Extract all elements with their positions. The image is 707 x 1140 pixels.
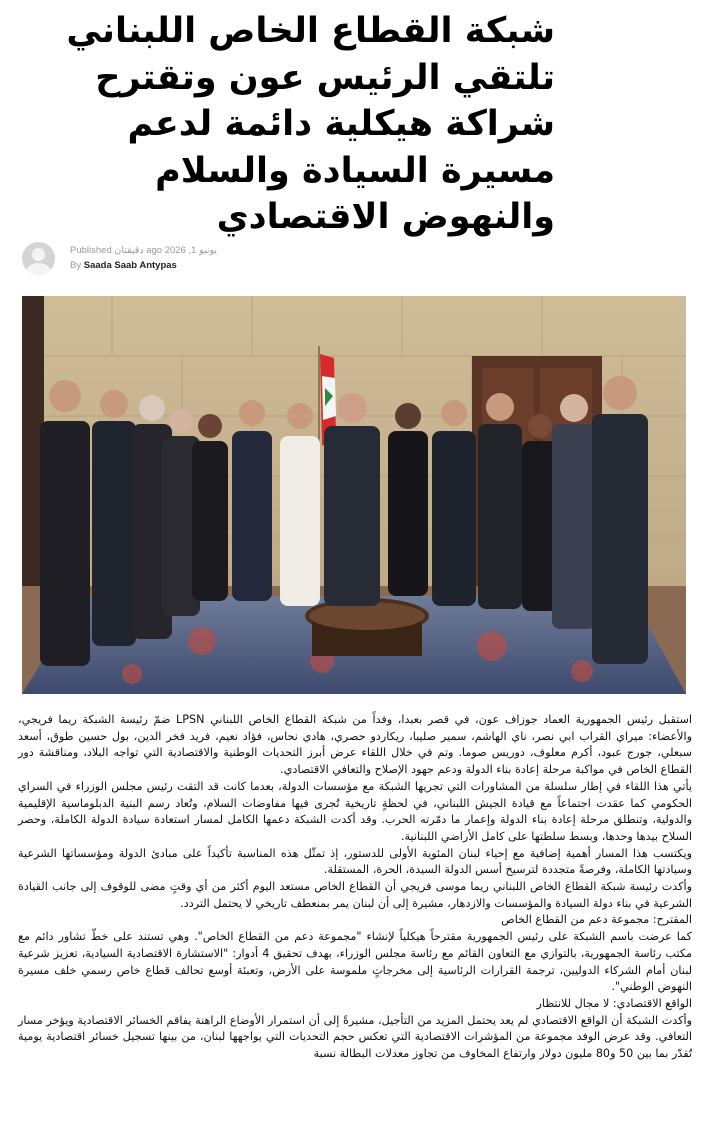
avatar-head-shape [32,248,45,261]
article-paragraph: وأكدت رئيسة شبكة القطاع الخاص اللبناني ريما موسى فريجي أن القطاع الخاص مستعد اليوم أكثر من أي وقتٍ مضى للوقوف إلى جانب القيادة الشرعية في بناء دولة السيادة والمؤسسات والازدهار، مشيرة إلى أن لبنان يمر بمنعطف تاريخي لا يحتمل التردد. [18,880,692,910]
published-label: Published [70,245,112,256]
article-paragraph: وأكدت الشبكة أن الواقع الاقتصادي لم يعد يحتمل المزيد من التأجيل، مشيرةً إلى أن استمرار الأوضاع الراهنة يفاقم الخسائر الاقتصادية ويؤخر مسار التعافي. وقد عرض الوفد مجموعة من المؤشرات الاقتصادية التي تعكس حجم التحديات التي يواجهها لبنان، من بينها تسجيل خسائر اقتصادية يومية تُقدّر بما بين 50 و80 مليون دولار وارتفاع المخاوف من تجاوز معدلات البطالة نسبة [18,1013,692,1061]
article-paragraph: يأتي هذا اللقاء في إطار سلسلة من المشاورات التي تجريها الشبكة مع مؤسسات الدولة، بعدما كانت قد التقت رئيس مجلس الوزراء في السراي الحكومي كما عقدت اجتماعاً مع قيادة الجيش اللبناني، في لحظةٍ تاريخية تُجرى فيها مفاوضات السلام، وتُعاد رسم البنية الدبلوماسية الإقليمية والدولية، وتنطلق مرحلة إعادة بناء الدولة وإعمار ما دمّرته الحرب. وقد أكدت الشبكة دعمها الكامل لمسار استعادة سيادة الدولة الكاملة، وحصر السلاح بيدها وحدها، وبسط سلطتها على كامل الأراضي اللبنانية. [18,779,692,843]
publish-date: يونيو 1, 2026 [164,245,218,256]
article-meta [22,242,422,278]
article-photo [22,296,686,694]
article-paragraph: استقبل رئيس الجمهورية العماد جوزاف عون، في قصر بعبدا، وفداً من شبكة القطاع الخاص اللبناني LPSN ضمّ رئيسة الشبكة ريما فريجي، والأعضاء: ميراي القراب ابي نصر، ناي الهاشم، سمير صليبا، ريكاردو حصري، هادي نحاس، فؤاد نعيم، فريد فخر الدين، بول حسين طوق، أسعد سبعلي، جورج عبود، أكرم معلوف، دوريس صوما. وتم في خلال اللقاء عرض أبرز التحديات الوطنية والاقتصادية التي تواجه البلاد، ومناقشة دور القطاع الخاص في مواكبة مرحلة إعادة بناء الدولة ودعم جهود الإصلاح والتعافي الاقتصادي. [18,713,692,777]
by-label: By [70,260,82,271]
author-avatar[interactable] [22,242,55,275]
article-paragraph: كما عرضت باسم الشبكة على رئيس الجمهورية مقترحاً هيكلياً لإنشاء "مجموعة دعم من القطاع الخاص". وهي تستند على خطّ تشاور دائم مع مكتب رئاسة الجمهورية، بالتوازي مع التعاون القائم مع رئاسة مجلس الوزراء، بهدف تحقيق 4 أدوار: "الاستشارة الاقتصادية السيادية، تعزيز شرعية لبنان أمام الشركاء الدوليين، ترجمة القرارات الرئاسية إلى مخرجاتٍ ملموسة على الأرض، وتعبئة أوسع تحالف قطاع خاص رسمي خلف مسيرة النهوض الوطني". [18,930,692,994]
byline [70,260,177,271]
article-subheading: الواقع الاقتصادي: لا مجال للانتظار [536,996,692,1010]
author-name[interactable]: Saada Saab Antypas [83,260,177,271]
avatar-body-shape [26,263,51,275]
article-body [18,712,692,1063]
article-subheading: المقترح: مجموعة دعم من القطاع الخاص [501,913,692,927]
article-headline: شبكة القطاع الخاص اللبناني تلتقي الرئيس عون وتقترح شراكة هيكلية دائمة لدعم مسيرة السيادة والسلام والنهوض الاقتصادي [66,11,555,237]
photo-illustration [22,296,686,694]
publish-info [70,245,217,256]
article-paragraph: ويكتسب هذا المسار أهمية إضافية مع إحياء لبنان المئوية الأولى للدستور، إذ تمثّل هذه المناسبة تأكيداً على مبادئ الدولة ومؤسساتها الشرعية وسيادتها الكاملة، وفرصةً متجددة لترسيخ أسس الدولة السيدة، الحرة، المستقلة. [18,846,692,877]
published-relative-time: دقيقتان ago [114,245,163,256]
